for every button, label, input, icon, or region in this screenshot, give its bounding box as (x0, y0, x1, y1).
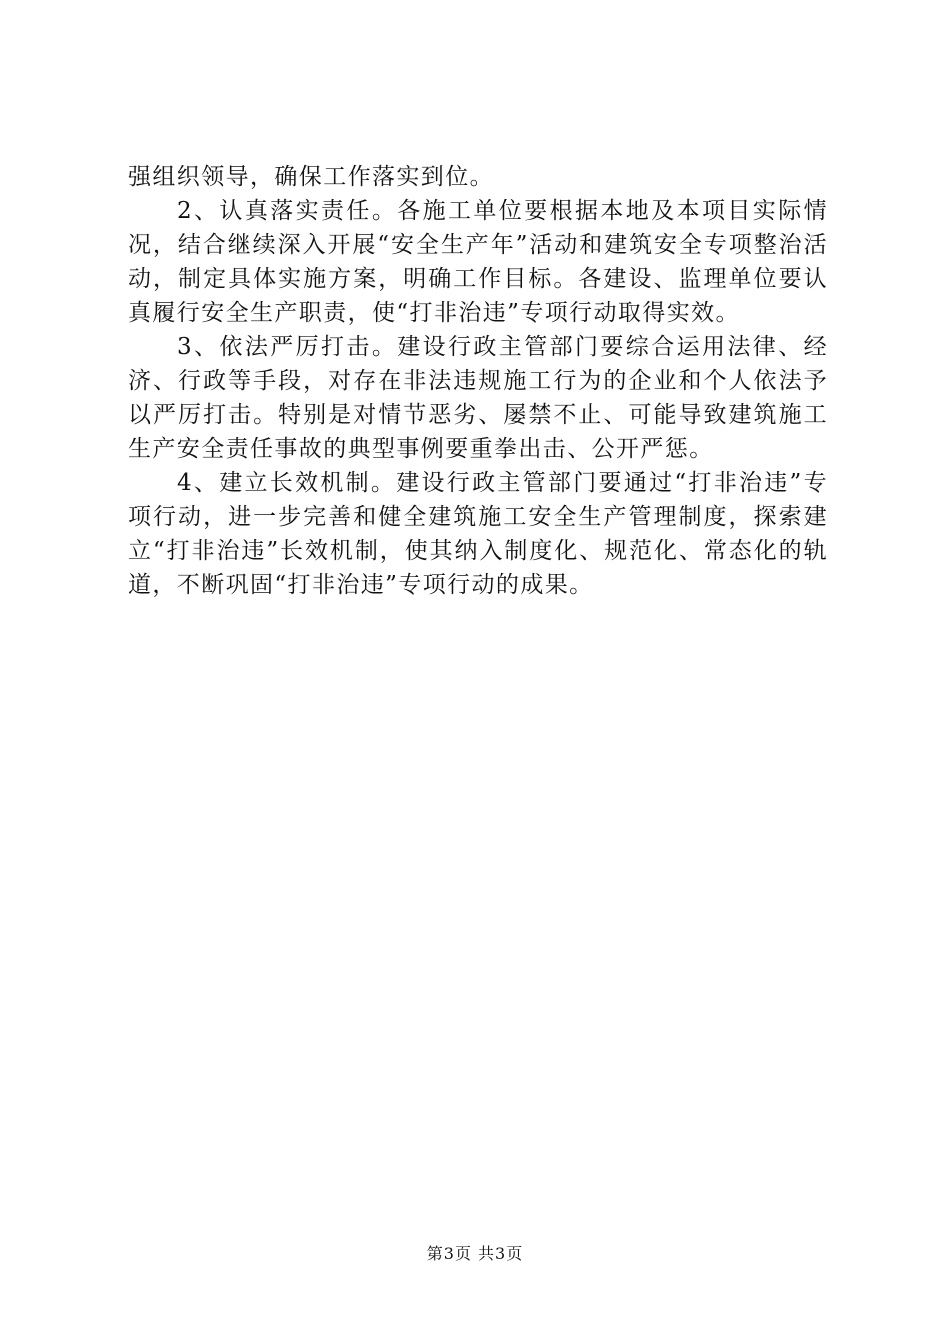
paragraph-item-3: 3、依法严厉打击。建设行政主管部门要综合运用法律、经济、行政等手段，对存在非法违规施工行为的企业和个人依法予以严厉打击。特别是对情节恶劣、屡禁不止、可能导致建筑施工生产安全责任事故的典型事例要重拳出击、公开严惩。 (128, 334, 828, 462)
paragraph-item-4: 4、建立长效机制。建设行政主管部门要通过“打非治违”专项行动，进一步完善和健全建筑施工安全生产管理制度，探索建立“打非治违”长效机制，使其纳入制度化、规范化、常态化的轨道，不断巩固“打非治违”专项行动的成果。 (128, 470, 828, 598)
paragraph-item-2: 2、认真落实责任。各施工单位要根据本地及本项目实际情况，结合继续深入开展“安全生产年”活动和建筑安全专项整治活动，制定具体实施方案，明确工作目标。各建设、监理单位要认真履行安全生产职责，使“打非治违”专项行动取得实效。 (128, 198, 828, 326)
paragraph-continuation: 强组织领导，确保工作落实到位。 (128, 164, 494, 190)
document-body (128, 160, 828, 602)
page-number-footer: 第3页 共3页 (426, 1244, 524, 1263)
